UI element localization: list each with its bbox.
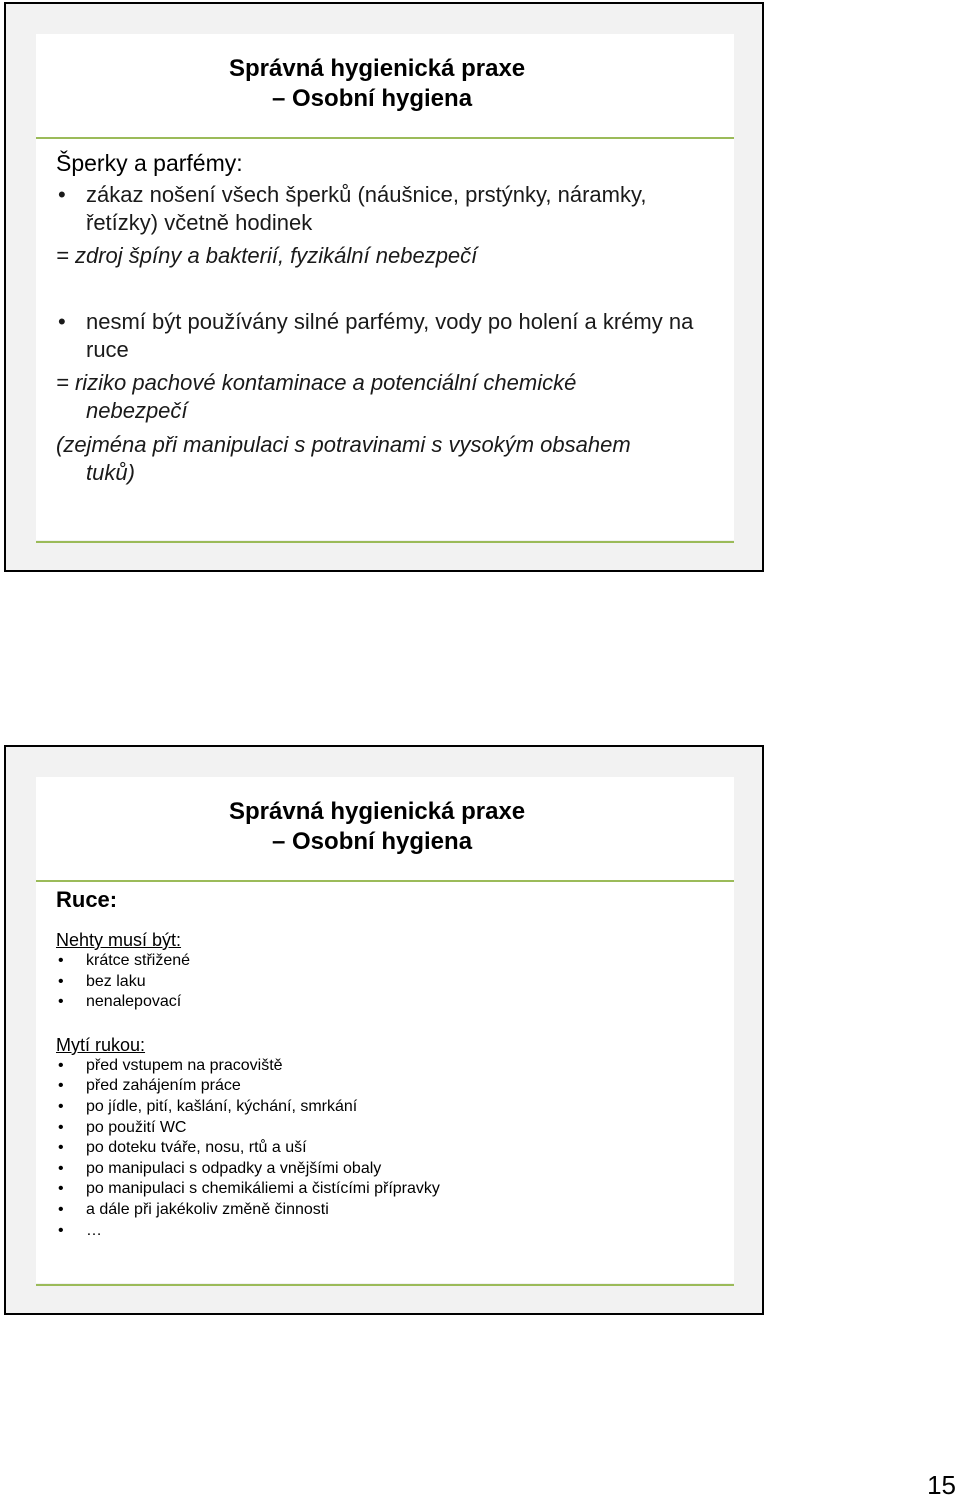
washing-label: Mytí rukou: [56,1034,146,1055]
jewelry-ban-bullet: • zákaz nošení všech šperků (náušnice, prstýnky, náramky, řetízky) včetně hodinek [56,181,724,237]
slide-2-bottom-rule [36,1284,734,1286]
perfume-risk-note-cont: nebezpečí [86,398,188,423]
slide-2-title-line2: – Osobní hygiena [272,828,473,855]
fatty-foods-note-cont: tuků) [86,460,135,485]
slide-1 [4,2,764,572]
slide-2-title-line1: Správná hygienická praxe [229,798,526,825]
slide-1-body [36,34,734,540]
slide-1-title [36,54,734,114]
washing-item: • po použití WC [56,1118,724,1139]
slide-1-content [56,149,724,487]
slide-1-title-line1: Správná hygienická praxe [229,55,526,82]
washing-item: • … [56,1221,724,1242]
washing-item: • před zahájením práce [56,1076,724,1097]
nails-item: • bez laku [56,972,724,993]
page-number: 15 [927,1470,956,1500]
washing-item: • po doteku tváře, nosu, rtů a uší [56,1138,724,1159]
nails-item: • krátce střižené [56,951,724,972]
nails-item: • nenalepovací [56,992,724,1013]
washing-item: • po jídle, pití, kašlání, kýchání, smrkání [56,1097,724,1118]
slide-2-title-rule [36,880,734,882]
washing-item: • před vstupem na pracoviště [56,1056,724,1077]
jewelry-ban-note: = zdroj špíny a bakterií, fyzikální nebezpečí [56,243,478,268]
washing-item: • po manipulaci s chemikáliemi a čistícími přípravky [56,1179,724,1200]
washing-item: • po manipulaci s odpadky a vnějšími obaly [56,1159,724,1180]
hands-heading: Ruce: [56,887,118,912]
jewelry-heading: Šperky a parfémy: [56,150,243,176]
perfume-ban-bullet: • nesmí být používány silné parfémy, vody po holení a krémy na ruce [56,308,724,364]
slide-1-title-line2: – Osobní hygiena [272,85,473,112]
nails-label: Nehty musí být: [56,930,182,950]
fatty-foods-note: (zejména při manipulaci s potravinami s vysokým obsahem [56,432,631,457]
slide-1-bottom-rule [36,541,734,543]
slide-2 [4,745,764,1315]
slide-2-content [56,887,724,1241]
slide-2-body [36,777,734,1283]
slide-1-title-rule [36,137,734,139]
slide-2-title [36,797,734,857]
washing-item: • a dále při jakékoliv změně činnosti [56,1200,724,1221]
perfume-risk-note: = riziko pachové kontaminace a potenciální chemické [56,370,577,395]
